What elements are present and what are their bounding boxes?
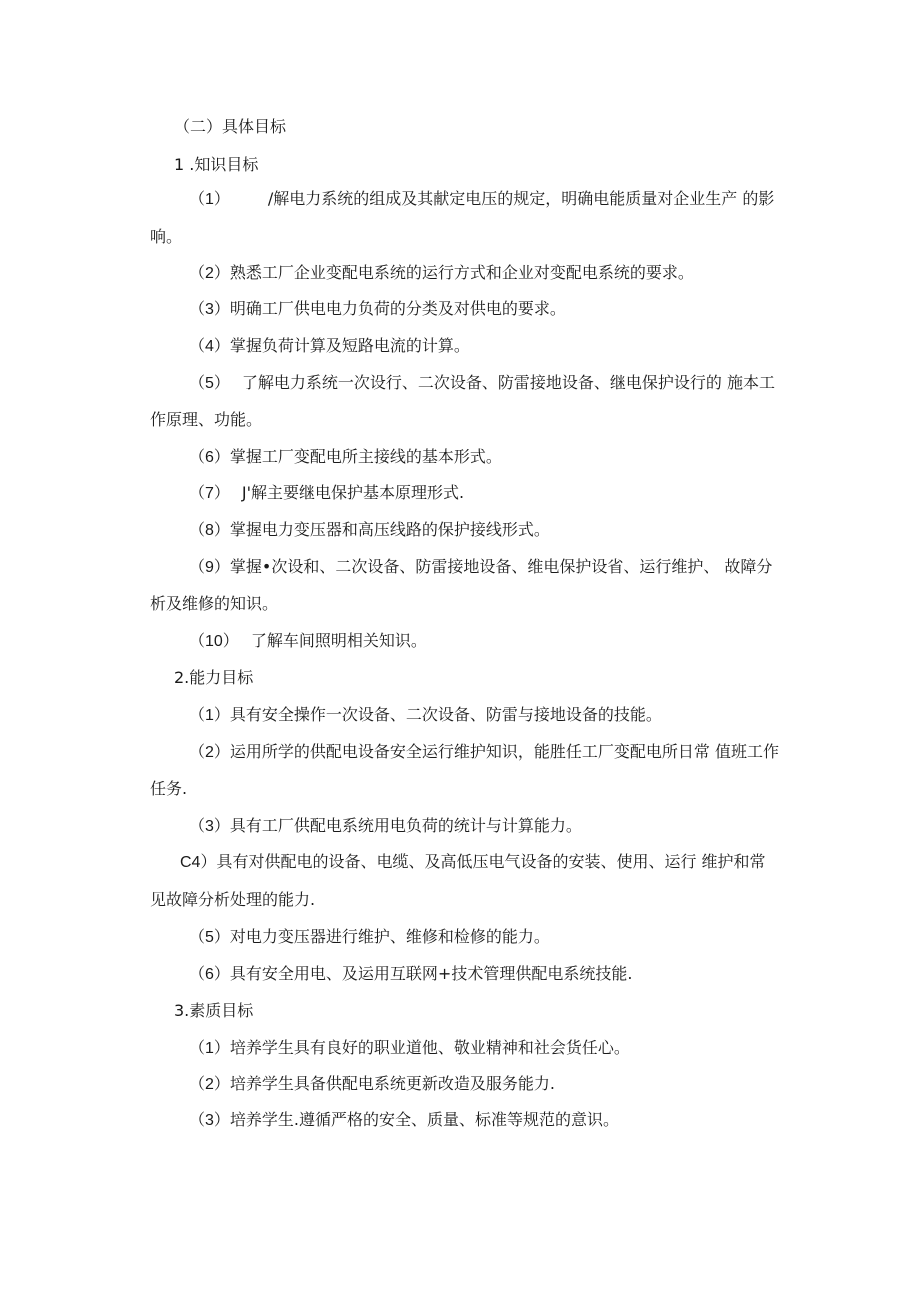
item-text: 培养学生具有良好的职业道他、敬业精神和社会货任心。	[229, 1038, 630, 1057]
ability-item-3	[189, 816, 582, 837]
knowledge-heading: 1 .知识目标	[174, 155, 259, 174]
knowledge-item-7	[189, 483, 464, 504]
item-number: （10）	[189, 633, 239, 650]
item-number: （3）	[189, 301, 230, 318]
item-text: 运用所学的供配电设备安全运行维护知识，能胜任工厂变配电所日常 值班工作	[229, 742, 779, 761]
item-number: （3）	[189, 818, 230, 835]
item-text: 对电力变压器进行维护、维修和检修的能力。	[229, 927, 550, 946]
item-number: （2）	[189, 1076, 230, 1093]
item-text: 具有工厂供配电系统用电负荷的统计与计算能力。	[229, 816, 582, 835]
item-text: 培养学生具备供配电系统更新改造及服务能力.	[229, 1074, 555, 1093]
knowledge-item-9	[189, 557, 772, 578]
ability-item-6	[189, 964, 632, 985]
item-text: 掌握工厂变配电所主接线的基本形式。	[229, 447, 502, 466]
item-number: （6）	[189, 966, 230, 983]
item-number: （2）	[189, 744, 230, 761]
ability-item-2-cont: 任务.	[150, 779, 188, 798]
ability-item-5	[189, 927, 550, 948]
knowledge-item-8	[189, 520, 550, 541]
item-text: 了解车间照明相关知识。	[250, 631, 427, 650]
item-text: 掌握•次设和、二次设备、防雷接地设备、维电保护设省、运行维护、 故障分	[229, 557, 773, 576]
quality-heading: 3.素质目标	[174, 1001, 254, 1020]
item-number: （4）	[189, 338, 230, 355]
item-number: （3）	[189, 1112, 230, 1129]
quality-item-3	[189, 1110, 619, 1131]
item-number: C4）	[180, 854, 217, 871]
item-text: 熟悉工厂企业变配电系统的运行方式和企业对变配电系统的要求。	[229, 263, 694, 282]
item-text: 掌握负荷计算及短路电流的计算。	[229, 336, 470, 355]
knowledge-item-2	[189, 263, 694, 284]
item-text: 培养学生.遵循严格的安全、质量、标准等规范的意识。	[229, 1110, 619, 1129]
item-text: /解电力系统的组成及其献定电压的规定，明确电能质量对企业生产 的影	[267, 189, 775, 208]
item-text: 具有安全用电、及运用互联网+技术管理供配电系统技能.	[229, 964, 633, 983]
item-number: （1）	[189, 191, 230, 208]
item-text: 明确工厂供电电力负荷的分类及对供电的要求。	[229, 299, 566, 318]
item-number: （7）	[189, 485, 230, 502]
item-text: 了解电力系统一次设行、二次设备、防雷接地设备、继电保护设行的 施本工	[241, 373, 775, 392]
knowledge-item-9-cont: 析及维修的知识。	[150, 594, 279, 613]
ability-item-4-cont: 见故障分析处理的能力.	[150, 890, 316, 909]
quality-item-2	[189, 1074, 555, 1095]
knowledge-item-6	[189, 447, 502, 468]
knowledge-item-3	[189, 299, 566, 320]
item-number: （2）	[189, 265, 230, 282]
item-number: （1）	[189, 1040, 230, 1057]
item-text: 掌握电力变压器和高压线路的保护接线形式。	[229, 520, 550, 539]
ability-item-4	[180, 852, 766, 873]
item-text: J'解主要继电保护基本原理形式.	[241, 483, 465, 502]
knowledge-item-5	[189, 373, 775, 394]
knowledge-item-4	[189, 336, 470, 357]
section-heading: （二）具体目标	[174, 117, 287, 136]
item-text: 具有对供配电的设备、电缆、及高低压电气设备的安装、使用、运行 维护和常	[216, 852, 766, 871]
knowledge-item-1	[189, 189, 774, 210]
item-number: （6）	[189, 449, 230, 466]
item-number: （9）	[189, 559, 230, 576]
ability-item-1	[189, 705, 662, 726]
ability-heading: 2.能力目标	[174, 668, 254, 687]
item-number: （5）	[189, 929, 230, 946]
item-number: （1）	[189, 707, 230, 724]
item-number: （5）	[189, 375, 230, 392]
knowledge-item-5-cont: 作原理、功能。	[150, 410, 263, 429]
item-text: 具有安全操作一次设备、二次设备、防雷与接地设备的技能。	[229, 705, 662, 724]
knowledge-item-10	[189, 631, 427, 652]
knowledge-item-1-cont: 响。	[150, 227, 183, 246]
item-number: （8）	[189, 522, 230, 539]
ability-item-2	[189, 742, 779, 763]
quality-item-1	[189, 1038, 630, 1059]
